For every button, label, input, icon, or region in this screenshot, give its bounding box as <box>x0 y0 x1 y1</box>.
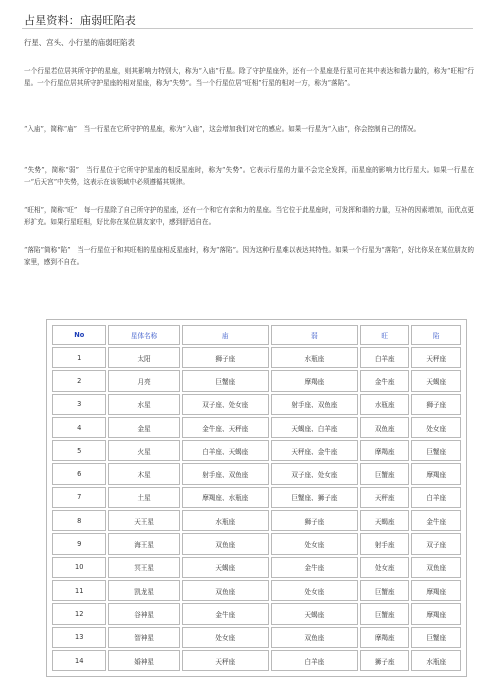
cell-xian: 水瓶座 <box>411 650 461 671</box>
column-header-miao: 庙 <box>182 325 269 345</box>
cell-ruo: 巨蟹座、狮子座 <box>271 487 358 508</box>
cell-miao: 处女座 <box>182 627 269 648</box>
paragraph-miao: “入庙”，简称“庙” 当一行星在它所守护的星座，称为“入庙”，这会增加我们对它的感应。如果一行星为“入庙”，你会控制自己的情况。 <box>24 125 421 133</box>
column-header-planet: 星体名称 <box>108 325 179 345</box>
table-row <box>52 463 461 484</box>
cell-ruo: 摩羯座 <box>271 370 358 391</box>
column-header-ruo: 弱 <box>271 325 358 345</box>
table-row <box>52 580 461 601</box>
cell-xian: 金牛座 <box>411 510 461 531</box>
cell-wang: 巨蟹座 <box>360 580 410 601</box>
cell-xian: 摩羯座 <box>411 463 461 484</box>
cell-ruo: 射手座、双鱼座 <box>271 394 358 415</box>
cell-planet: 金星 <box>108 417 179 438</box>
cell-xian: 摩羯座 <box>411 580 461 601</box>
cell-planet: 谷神星 <box>108 603 179 624</box>
table-row <box>52 510 461 531</box>
cell-miao: 巨蟹座 <box>182 370 269 391</box>
cell-no: 9 <box>52 533 106 554</box>
table-row <box>52 370 461 391</box>
cell-xian: 处女座 <box>411 417 461 438</box>
cell-no: 5 <box>52 440 106 461</box>
cell-xian: 狮子座 <box>411 394 461 415</box>
table-row <box>52 487 461 508</box>
cell-wang: 天秤座 <box>360 487 410 508</box>
cell-xian: 双子座 <box>411 533 461 554</box>
cell-planet: 天王星 <box>108 510 179 531</box>
paragraph-wang: “旺相”，简称“旺” 每一行星除了自己所守护的星座，还有一个和它有亲和力的星座。当它位于此星座时，可发挥和谐的力量，互补的因素增加，而优点更形扩充。如果行星旺相，好比你在某位朋友家中，感到舒适自在。 <box>24 206 474 226</box>
cell-wang: 摩羯座 <box>360 627 410 648</box>
cell-planet: 月亮 <box>108 370 179 391</box>
cell-xian: 天蝎座 <box>411 370 461 391</box>
cell-xian: 巨蟹座 <box>411 440 461 461</box>
dignity-table-container <box>46 319 467 677</box>
cell-ruo: 天蝎座 <box>271 603 358 624</box>
table-row <box>52 347 461 368</box>
cell-miao: 白羊座、天蝎座 <box>182 440 269 461</box>
cell-xian: 摩羯座 <box>411 603 461 624</box>
cell-planet: 火星 <box>108 440 179 461</box>
cell-no: 13 <box>52 627 106 648</box>
table-header-row <box>52 325 461 345</box>
cell-miao: 金牛座 <box>182 603 269 624</box>
cell-no: 4 <box>52 417 106 438</box>
column-header-xian: 陷 <box>411 325 461 345</box>
cell-miao: 双鱼座 <box>182 533 269 554</box>
cell-no: 3 <box>52 394 106 415</box>
table-body <box>52 347 461 671</box>
cell-miao: 狮子座 <box>182 347 269 368</box>
paragraph-intro: 一个行星若位居其所守护的星座，则其影响力特别大，称为“入庙”行星。除了守护星座外，还有一个星座是行星可在其中表达和谐力量的，称为“旺相”行星。一个行星位居其所守护星座的相对星座，称为“失势”。当一个行星位居“旺相”行星的相对一方，称为“落陷”。 <box>24 67 474 87</box>
cell-miao: 水瓶座 <box>182 510 269 531</box>
cell-ruo: 天秤座、金牛座 <box>271 440 358 461</box>
cell-wang: 水瓶座 <box>360 394 410 415</box>
cell-no: 12 <box>52 603 106 624</box>
cell-no: 8 <box>52 510 106 531</box>
cell-ruo: 狮子座 <box>271 510 358 531</box>
cell-wang: 射手座 <box>360 533 410 554</box>
cell-planet: 婚神星 <box>108 650 179 671</box>
cell-xian: 双鱼座 <box>411 557 461 578</box>
cell-miao: 金牛座、天秤座 <box>182 417 269 438</box>
cell-ruo: 水瓶座 <box>271 347 358 368</box>
cell-xian: 巨蟹座 <box>411 627 461 648</box>
cell-no: 2 <box>52 370 106 391</box>
table-row <box>52 394 461 415</box>
cell-wang: 天蝎座 <box>360 510 410 531</box>
table-row <box>52 533 461 554</box>
cell-ruo: 金牛座 <box>271 557 358 578</box>
cell-ruo: 天蝎座、白羊座 <box>271 417 358 438</box>
page-title: 占星资料：庙弱旺陷表 <box>24 14 136 27</box>
column-header-no: No <box>52 325 106 345</box>
cell-no: 1 <box>52 347 106 368</box>
cell-wang: 狮子座 <box>360 650 410 671</box>
cell-wang: 摩羯座 <box>360 440 410 461</box>
cell-ruo: 处女座 <box>271 580 358 601</box>
table-row <box>52 557 461 578</box>
cell-xian: 白羊座 <box>411 487 461 508</box>
cell-ruo: 处女座 <box>271 533 358 554</box>
cell-ruo: 双鱼座 <box>271 627 358 648</box>
cell-planet: 土星 <box>108 487 179 508</box>
table-row <box>52 440 461 461</box>
cell-miao: 双子座、处女座 <box>182 394 269 415</box>
cell-miao: 天蝎座 <box>182 557 269 578</box>
cell-miao: 天秤座 <box>182 650 269 671</box>
cell-planet: 木星 <box>108 463 179 484</box>
cell-no: 14 <box>52 650 106 671</box>
cell-no: 7 <box>52 487 106 508</box>
table-row <box>52 417 461 438</box>
paragraph-ruo: “失势”，简称“弱” 当行星位于它所守护星座的相反星座时，称为“失势”。它表示行星的力量不会完全发挥，而星座的影响力比行星大。如果一行星在一“后天宫”中失势，这表示在该领域中必须遵循其规律。 <box>24 166 474 186</box>
cell-planet: 智神星 <box>108 627 179 648</box>
cell-no: 6 <box>52 463 106 484</box>
cell-wang: 白羊座 <box>360 347 410 368</box>
table-row <box>52 603 461 624</box>
cell-planet: 太阳 <box>108 347 179 368</box>
cell-miao: 摩羯座、水瓶座 <box>182 487 269 508</box>
cell-ruo: 白羊座 <box>271 650 358 671</box>
table-row <box>52 650 461 671</box>
cell-wang: 双鱼座 <box>360 417 410 438</box>
title-divider <box>22 28 473 29</box>
table-row <box>52 627 461 648</box>
cell-miao: 双鱼座 <box>182 580 269 601</box>
cell-planet: 海王星 <box>108 533 179 554</box>
cell-wang: 巨蟹座 <box>360 603 410 624</box>
cell-ruo: 双子座、处女座 <box>271 463 358 484</box>
paragraph-xian: “落陷”简称“陷” 当一行星位于和其旺相的星座相反星座时，称为“落陷”。因为这种行星难以表达其特性。如果一个行星为“落陷”，好比你呆在某位朋友的家里，感到不自在。 <box>24 246 474 266</box>
dignity-table <box>50 323 463 673</box>
cell-planet: 冥王星 <box>108 557 179 578</box>
cell-wang: 巨蟹座 <box>360 463 410 484</box>
cell-no: 11 <box>52 580 106 601</box>
page-subtitle: 行星、宫头、小行星的庙弱旺陷表 <box>24 38 135 47</box>
cell-wang: 金牛座 <box>360 370 410 391</box>
cell-wang: 处女座 <box>360 557 410 578</box>
cell-planet: 水星 <box>108 394 179 415</box>
cell-no: 10 <box>52 557 106 578</box>
cell-miao: 射手座、双鱼座 <box>182 463 269 484</box>
cell-planet: 凯龙星 <box>108 580 179 601</box>
cell-xian: 天秤座 <box>411 347 461 368</box>
column-header-wang: 旺 <box>360 325 410 345</box>
